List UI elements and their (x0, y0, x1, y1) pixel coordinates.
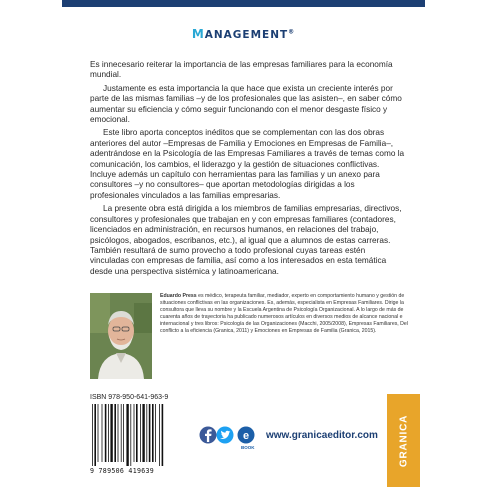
ebook-icon[interactable] (238, 427, 255, 444)
publisher-name: GRANICA (398, 414, 409, 467)
ebook-label: BOOK (241, 445, 255, 450)
isbn: ISBN 978-950-641-963-9 (90, 394, 169, 401)
barcode-bar (146, 404, 147, 462)
barcode-bar (155, 404, 156, 462)
paragraph-3: Este libro aporta conceptos inéditos que se complementan con las dos obras anteriores del autor –Empresas de Familia y Emociones en Empresas de Familia–, adentrándose en la Psicología de las Empresas Familiares a través de temas como la comunicación, los cambios, el liderazgo y la gestión de situaciones conflictivas. Incluye además un capítulo con herramientas para las familias y un anexo para consultores –y no consultores– que aportan metodologías dirigidas a los profesionales vinculados a las familias empresarias. (90, 128, 405, 200)
barcode-bar (102, 404, 103, 462)
registered-mark: ® (288, 28, 296, 36)
barcode-bar (118, 404, 119, 462)
publisher-website[interactable]: www.granicaeditor.com (266, 430, 378, 441)
barcode-bar (105, 404, 107, 462)
twitter-icon[interactable] (217, 427, 234, 444)
series-logo (0, 27, 487, 41)
author-portrait (90, 293, 152, 379)
barcode-number: 9 789506 419639 (90, 467, 155, 475)
paragraph-4: La presente obra está dirigida a los miembros de familias empresarias, directivos, consultores y profesionales que trabajan en y con empresas familiares (contadores, licenciados en administración, en recursos humanos, en relaciones del trabajo, psicólogos, abogados, escribanos, etc.), al igual que a alumnos de estas carreras. También resultará de sumo provecho a todo profesional cuyas tareas estén vinculadas con empresas de familia, así como a los interesados en esta temática desde una perspectiva sistémica y latinoamericana. (90, 204, 402, 276)
top-color-bar (62, 0, 425, 7)
barcode (90, 404, 174, 466)
author-photo (90, 293, 152, 379)
author-name: Eduardo Press (160, 293, 197, 299)
barcode-bar (108, 404, 109, 462)
publisher-spine-logo (387, 394, 420, 487)
barcode-bar (152, 404, 154, 462)
barcode-bar (94, 404, 96, 466)
barcode-bar (142, 404, 144, 462)
series-logo-text: ANAGEMENT (204, 29, 289, 41)
barcode-bar (126, 404, 128, 466)
barcode-bar (134, 404, 135, 462)
barcode-bar (121, 404, 122, 462)
back-cover-text (90, 60, 405, 280)
barcode-bar (130, 404, 131, 466)
series-logo-initial: M (191, 27, 205, 41)
author-bio-text: es médico, terapeuta familiar, mediador, experto en comportamiento humano y gestión de situaciones conflictivas en las organizaciones. Es, además, especialista en Empresas Familiares. Dirige la consultora que lleva su nombre y la Escuela Argentina de Psicología Organizacional. A lo largo de más de cuarenta años de trayectoria ha publicado numerosos artículos en diversos medios de alcance nacional e internacional y tres libros: Psicología de las Organizaciones (Macchi, 2005/2008), Empresas Familiares, Del conflicto a la eficiencia (Granica, 2011) y Emociones en Empresas de Familia (Granica, 2015). (160, 293, 408, 334)
barcode-bar (92, 404, 93, 466)
barcode-bar (140, 404, 141, 462)
barcode-bar (162, 404, 164, 466)
barcode-bar (114, 404, 116, 462)
barcode-bar (98, 404, 99, 462)
barcode-bar (123, 404, 124, 462)
paragraph-1: Es innecesario reiterar la importancia de las empresas familiares para la economía mundial. (90, 60, 393, 80)
social-icons-graphic (199, 425, 259, 447)
svg-text:e: e (242, 429, 250, 442)
barcode-bar (149, 404, 151, 462)
paragraph-2: Justamente es esta importancia la que hace que exista un creciente interés por parte de las mismas familias –y de los profesionales que las asisten–, en saber cómo aumentar su eficiencia y cómo seguir funcionando con el menor desgaste físico y emocional. (90, 83, 402, 125)
author-bio (160, 293, 410, 334)
facebook-icon[interactable] (200, 427, 217, 444)
barcode-bar (110, 404, 112, 462)
barcode-bar (136, 404, 138, 462)
social-icons (199, 425, 259, 447)
barcode-bar (159, 404, 160, 466)
